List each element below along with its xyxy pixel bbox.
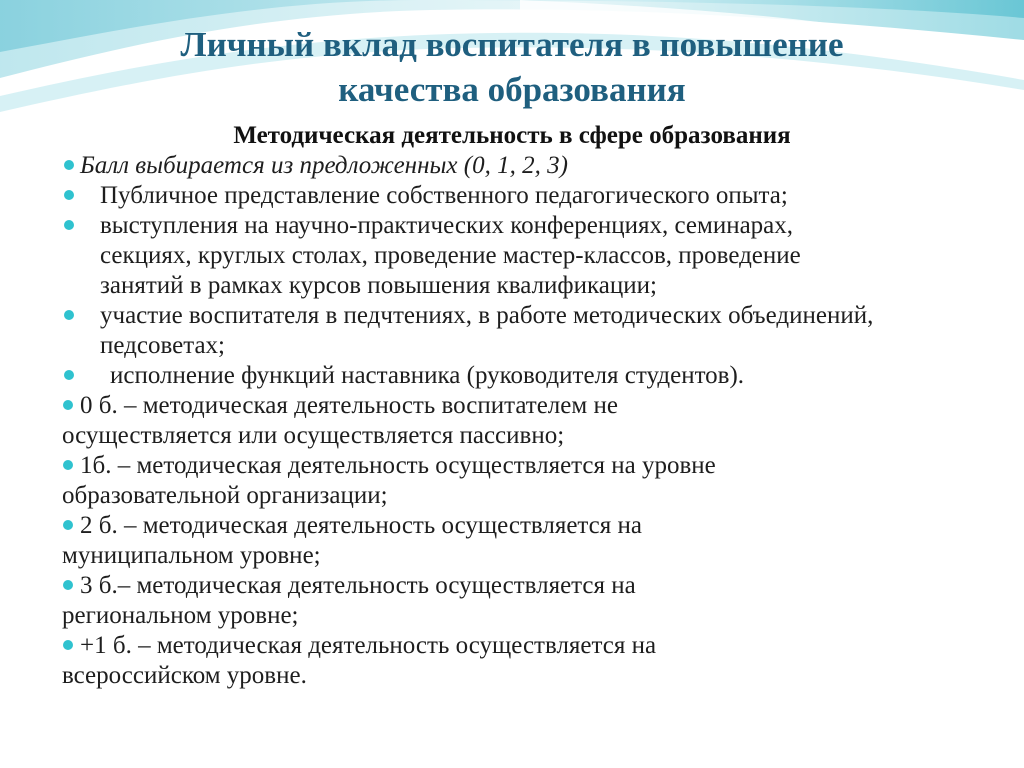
activity-item: [62, 181, 967, 211]
score-item: [62, 511, 967, 571]
score-item: [62, 571, 967, 631]
score-item: [62, 451, 967, 511]
slide-title: [0, 22, 1024, 112]
title-line-1: Личный вклад воспитателя в повышение: [180, 25, 844, 64]
bullet-icon: [63, 520, 73, 530]
score-text-line-2: осуществляется или осуществляется пассивно;: [62, 422, 565, 449]
score-text-line-1: +1 б. – методическая деятельность осуществляется на: [80, 632, 657, 659]
score-text-line-2: муниципальном уровне;: [62, 542, 321, 569]
bullet-icon: [64, 370, 74, 380]
score-text-line-1: 0 б. – методическая деятельность воспитателем не: [80, 392, 618, 419]
bullet-icon: [64, 190, 74, 200]
score-text-line-2: всероссийском уровне.: [62, 662, 307, 689]
score-text-line-2: образовательной организации;: [62, 482, 388, 509]
bullet-icon: [63, 580, 73, 590]
score-text-line-1: 1б. – методическая деятельность осуществляется на уровне: [80, 452, 716, 479]
bullet-icon: [63, 460, 73, 470]
activity-item: [62, 211, 870, 301]
score-text-line-2: региональном уровне;: [62, 602, 299, 629]
slide-subtitle: Методическая деятельность в сфере образования: [233, 122, 791, 149]
bullet-icon: [63, 640, 73, 650]
activity-item: [62, 301, 900, 361]
activity-text: Публичное представление собственного педагогического опыта;: [100, 182, 788, 209]
title-line-2: качества образования: [338, 70, 686, 109]
score-item: [62, 391, 967, 451]
score-text-line-1: 2 б. – методическая деятельность осуществляется на: [80, 512, 642, 539]
score-item: [62, 631, 967, 691]
activity-text: исполнение функций наставника (руководителя студентов).: [110, 362, 745, 389]
score-text-line-1: 3 б.– методическая деятельность осуществляется на: [80, 572, 636, 599]
activity-text: выступления на научно-практических конференциях, семинарах, секциях, круглых столах, проведение мастер-классов, проведение занятий в рамках курсов повышения квалификации;: [100, 212, 801, 299]
activity-text: участие воспитателя в педчтениях, в работе методических объединений, педсоветах;: [100, 302, 874, 359]
bullet-icon: [63, 400, 73, 410]
bullet-icon: [64, 310, 74, 320]
bullet-icon: [64, 160, 74, 170]
bullet-icon: [64, 220, 74, 230]
slide-content: [62, 151, 967, 691]
score-note-text: Балл выбирается из предложенных (0, 1, 2, 3): [80, 152, 568, 179]
score-note-item: [62, 151, 967, 181]
activity-item: [62, 361, 967, 391]
